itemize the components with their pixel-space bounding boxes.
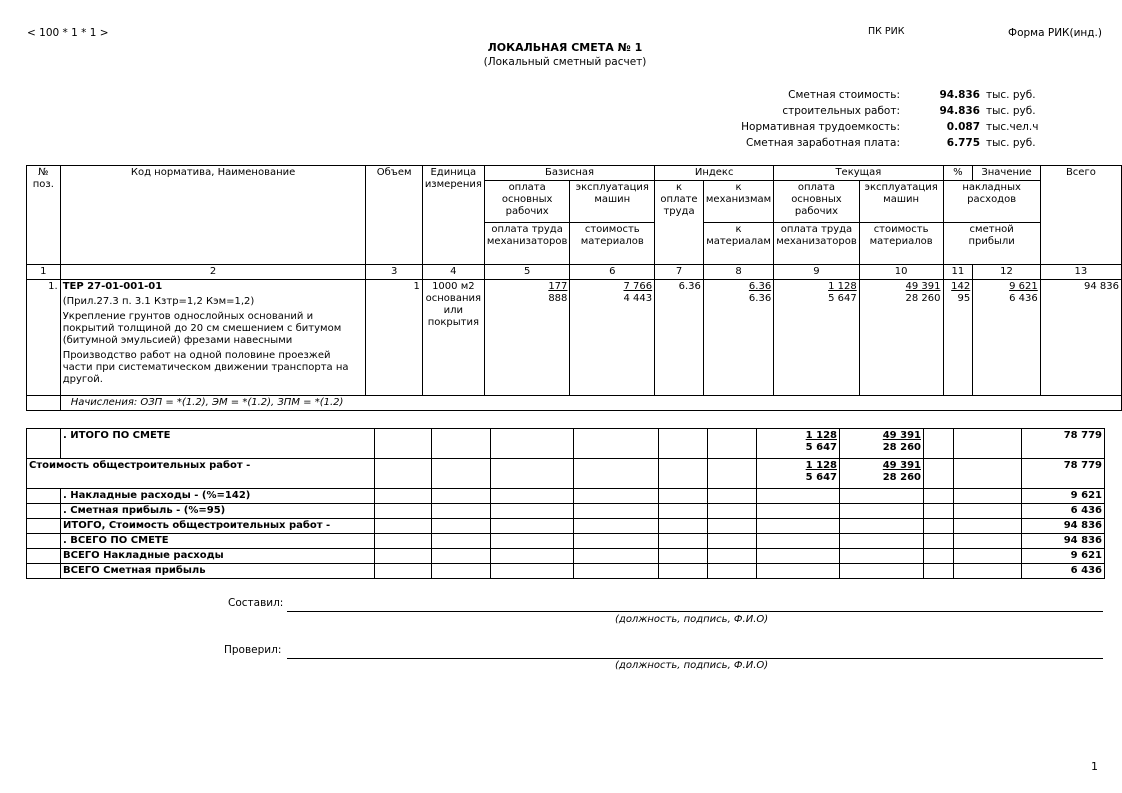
- item-unit: 1000 м2 основания или покрытия: [422, 280, 484, 396]
- total-wages: [757, 429, 840, 459]
- item-value: [973, 280, 1041, 396]
- summary-row-estimated-cost: [600, 87, 1100, 103]
- summary-label: Нормативная трудоемкость:: [741, 121, 900, 133]
- column-number-row: [27, 265, 1122, 280]
- col-header-unit: Единица измерения: [422, 166, 484, 265]
- col-header-current: Текущая: [774, 166, 943, 181]
- total-label: . Накладные расходы - (%=142): [61, 489, 375, 504]
- compiled-by-label: Составил:: [228, 597, 284, 609]
- item-idx-wages: 6.36: [655, 280, 704, 396]
- col-header-idx-wages: к оплате труда: [655, 181, 704, 265]
- col-header-idx-materials: к материалам: [703, 223, 773, 265]
- col-header-total: Всего: [1040, 166, 1121, 265]
- summary-value: 6.775: [946, 137, 980, 149]
- col-header-idx-machines: к механизмам: [703, 181, 773, 223]
- total-machines: [840, 429, 924, 459]
- checked-by-hint: (должность, подпись, Ф.И.О): [615, 660, 769, 671]
- total-sum: 94 836: [1022, 534, 1105, 549]
- col-number: 9: [774, 265, 860, 280]
- total-machines-value: 49 391: [882, 430, 921, 441]
- item-cur-machines-value: 49 391: [905, 281, 941, 292]
- summary-row-wages: [600, 135, 1100, 151]
- item-num: 1.: [27, 280, 61, 396]
- item-percent: [943, 280, 973, 396]
- summary-value: 94.836: [939, 105, 980, 117]
- total-wages-value: 1 128: [805, 460, 837, 471]
- col-header-base-materials: стоимость материалов: [570, 223, 655, 265]
- page-subtitle: (Локальный сметный расчет): [483, 56, 647, 68]
- total-sum: 94 836: [1022, 519, 1105, 534]
- total-label: Стоимость общестроительных работ -: [27, 459, 375, 489]
- total-row-construction-total: [27, 519, 1105, 534]
- item-base-machines: [570, 280, 655, 396]
- col-number: 13: [1040, 265, 1121, 280]
- page-title: ЛОКАЛЬНАЯ СМЕТА № 1: [487, 41, 643, 54]
- compiled-by-line[interactable]: [287, 611, 1103, 612]
- item-cur-wages-value: 1 128: [828, 281, 857, 292]
- total-mech-wages-value: 5 647: [805, 442, 837, 453]
- col-header-cur-wages: оплата основных рабочих: [774, 181, 860, 223]
- item-val-profit: 6 436: [1009, 293, 1038, 304]
- total-label: ВСЕГО Накладные расходы: [61, 549, 375, 564]
- col-header-overhead: накладных расходов: [943, 181, 1040, 223]
- summary-row-labor: [600, 119, 1100, 135]
- total-sum: 78 779: [1022, 459, 1105, 489]
- total-sum: 6 436: [1022, 504, 1105, 519]
- col-header-volume: Объем: [366, 166, 422, 265]
- summary-value: 94.836: [939, 89, 980, 101]
- total-row-construction: [27, 459, 1105, 489]
- total-label: . Сметная прибыль - (%=95): [61, 504, 375, 519]
- total-row-all-overhead: [27, 549, 1105, 564]
- item-cur-mech-wages-value: 5 647: [828, 293, 857, 304]
- item-idx-materials-value: 6.36: [748, 293, 772, 304]
- accruals-spacer: [27, 396, 61, 411]
- table-row: [27, 280, 1122, 396]
- total-spacer: [27, 489, 61, 504]
- total-machines: [840, 459, 924, 489]
- accruals-row: [27, 396, 1122, 411]
- col-header-num: № поз.: [27, 166, 61, 265]
- estimate-table: [26, 165, 1122, 411]
- item-total: 94 836: [1040, 280, 1121, 396]
- total-spacer: [27, 549, 61, 564]
- summary-unit: тыс. руб.: [986, 89, 1036, 101]
- col-header-code-name: Код норматива, Наименование: [60, 166, 366, 265]
- accruals-text: Начисления: ОЗП = *(1.2), ЭМ = *(1.2), ЗПМ = *(1.2): [60, 396, 1121, 411]
- checked-by-line[interactable]: [287, 658, 1103, 659]
- col-number: 11: [943, 265, 973, 280]
- col-number: 3: [366, 265, 422, 280]
- col-header-cur-mech-wages: оплата труда механизаторов: [774, 223, 860, 265]
- item-description: [60, 280, 366, 396]
- total-mech-wages-value: 5 647: [805, 472, 837, 483]
- form-name: Форма РИК(инд.): [1008, 27, 1102, 39]
- col-number: 7: [655, 265, 704, 280]
- checked-by-label: Проверил:: [224, 644, 282, 656]
- compiled-by-hint: (должность, подпись, Ф.И.О): [615, 614, 769, 625]
- total-row-all-profit: [27, 564, 1105, 579]
- summary-row-construction: [600, 103, 1100, 119]
- total-label: ИТОГО, Стоимость общестроительных работ -: [61, 519, 375, 534]
- col-header-value: Значение: [973, 166, 1041, 181]
- item-cur-wages: [774, 280, 860, 396]
- item-base-wages: [484, 280, 570, 396]
- summary-block: [600, 87, 1100, 151]
- col-header-percent: %: [943, 166, 973, 181]
- total-machines-value: 49 391: [882, 460, 921, 471]
- col-header-profit: сметной прибыли: [943, 223, 1040, 265]
- col-number: 5: [484, 265, 570, 280]
- total-label: . ИТОГО ПО СМЕТЕ: [61, 429, 375, 459]
- total-wages-value: 1 128: [805, 430, 837, 441]
- total-sum: 9 621: [1022, 549, 1105, 564]
- item-base-materials-value: 4 443: [623, 293, 653, 304]
- col-number: 4: [422, 265, 484, 280]
- total-spacer: [27, 504, 61, 519]
- item-volume: 1: [366, 280, 422, 396]
- summary-unit: тыс.чел.ч: [986, 121, 1039, 133]
- total-sum: 6 436: [1022, 564, 1105, 579]
- total-spacer: [27, 564, 61, 579]
- total-materials-value: 28 260: [882, 472, 921, 483]
- col-header-cur-materials: стоимость материалов: [859, 223, 943, 265]
- summary-unit: тыс. руб.: [986, 137, 1036, 149]
- col-header-cur-machines: эксплуатация машин: [859, 181, 943, 223]
- item-cur-materials-value: 28 260: [905, 293, 941, 304]
- summary-value: 0.087: [946, 121, 980, 133]
- total-spacer: [27, 429, 61, 459]
- summary-unit: тыс. руб.: [986, 105, 1036, 117]
- item-pct-overhead: 142: [951, 281, 971, 292]
- total-materials-value: 28 260: [882, 442, 921, 453]
- total-spacer: [27, 534, 61, 549]
- item-name: Укрепление грунтов однослойных оснований и покрытий толщиной до 20 см смешением с битумом (битумной эмульсией) фрезами навесными: [62, 311, 342, 346]
- item-idx-machines: [703, 280, 773, 396]
- total-sum: 78 779: [1022, 429, 1105, 459]
- col-number: 1: [27, 265, 61, 280]
- col-header-base-wages: оплата основных рабочих: [484, 181, 570, 223]
- total-label: . ВСЕГО ПО СМЕТЕ: [61, 534, 375, 549]
- col-number: 12: [973, 265, 1041, 280]
- col-number: 6: [570, 265, 655, 280]
- total-label: ВСЕГО Сметная прибыль: [61, 564, 375, 579]
- total-row-estimate: [27, 429, 1105, 459]
- item-val-overhead: 9 621: [1009, 281, 1038, 292]
- item-base-machines-value: 7 766: [623, 281, 653, 292]
- summary-label: Сметная стоимость:: [788, 89, 900, 101]
- col-header-index: Индекс: [655, 166, 774, 181]
- item-pct-profit: 95: [957, 293, 971, 304]
- col-number: 10: [859, 265, 943, 280]
- item-cur-machines: [859, 280, 943, 396]
- item-coefficients: (Прил.27.3 п. 3.1 Кзтр=1,2 Кэм=1,2): [62, 296, 255, 307]
- total-spacer: [27, 519, 61, 534]
- item-note: Производство работ на одной половине проезжей части при систематическом движении транспорта на другой.: [62, 350, 349, 385]
- software-name: ПК РИК: [868, 26, 905, 37]
- total-sum: 9 621: [1022, 489, 1105, 504]
- col-header-base-mech-wages: оплата труда механизаторов: [484, 223, 570, 265]
- summary-label: строительных работ:: [782, 105, 900, 117]
- summary-label: Сметная заработная плата:: [746, 137, 900, 149]
- totals-table: [26, 428, 1105, 579]
- header-row-1: [27, 166, 1122, 181]
- col-header-base-machines: эксплуатация машин: [570, 181, 655, 223]
- document-code: < 100 * 1 * 1 >: [27, 27, 109, 39]
- item-base-wages-value: 177: [548, 281, 568, 292]
- item-code: ТЕР 27-01-001-01: [62, 281, 163, 292]
- col-number: 2: [60, 265, 366, 280]
- total-row-profit: [27, 504, 1105, 519]
- item-base-mech-wages-value: 888: [548, 293, 568, 304]
- col-number: 8: [703, 265, 773, 280]
- page-number: 1: [1091, 760, 1098, 773]
- total-row-grand: [27, 534, 1105, 549]
- total-row-overhead: [27, 489, 1105, 504]
- total-wages: [757, 459, 840, 489]
- col-header-base: Базисная: [484, 166, 654, 181]
- item-idx-machines-value: 6.36: [748, 281, 772, 292]
